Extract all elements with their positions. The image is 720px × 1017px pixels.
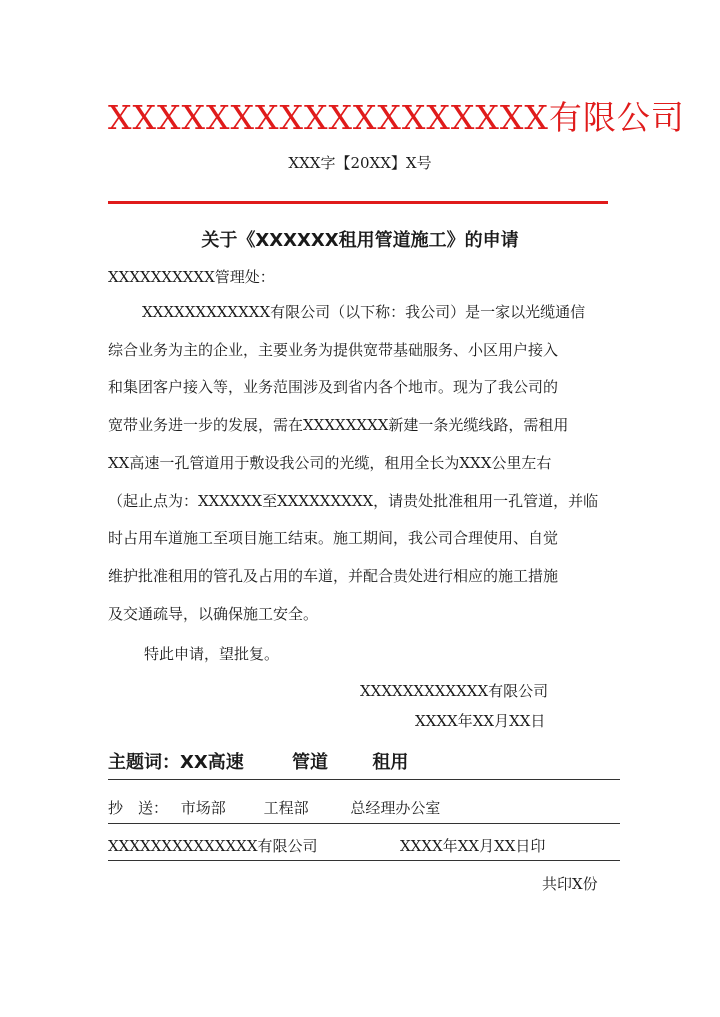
closing-line: 特此申请，望批复。	[144, 645, 280, 663]
cc-recipient: 工程部	[263, 799, 309, 817]
cc-row	[108, 797, 440, 818]
cc-recipient: 总经理办公室	[350, 799, 441, 817]
body-line: 和集团客户接入等，业务范围涉及到省内各个地市。现为了我公司的	[108, 378, 559, 397]
body-line: 宽带业务进一步的发展，需在XXXXXXXX新建一条光缆线路，需租用	[108, 416, 569, 435]
print-date: XXXX年XX月XX日印	[400, 837, 546, 855]
subject-keyword: 管道	[292, 752, 329, 773]
print-copies: 共印X份	[542, 875, 598, 893]
body-paragraph	[108, 294, 612, 633]
company-header-title: XXXXXXXXXXXXXXXXXX有限公司	[108, 98, 685, 137]
header-divider	[108, 201, 608, 204]
signature-date: XXXX年XX月XX日	[415, 712, 546, 730]
cc-recipient: 市场部	[180, 799, 226, 817]
footer-divider-top	[108, 779, 620, 780]
cc-label: 抄 送：	[108, 799, 169, 817]
body-line: 时占用车道施工至项目施工结束。施工期间，我公司合理使用、自觉	[108, 529, 559, 548]
body-line: 维护批准租用的管孔及占用的车道，并配合贵处进行相应的施工措施	[108, 566, 559, 585]
signature-company: XXXXXXXXXXXX有限公司	[360, 682, 549, 700]
issuer-company: XXXXXXXXXXXXXX有限公司	[108, 837, 318, 855]
document-title: 关于《XXXXXX租用管道施工》的申请	[201, 230, 519, 251]
body-line: （起止点为：XXXXXX至XXXXXXXXX，请贵处批准租用一孔管道，并临	[108, 491, 599, 510]
body-line: 及交通疏导，以确保施工安全。	[108, 604, 319, 623]
body-line: 综合业务为主的企业，主要业务为提供宽带基础服务、小区用户接入	[108, 340, 559, 359]
recipient-line: XXXXXXXXXX管理处：	[108, 268, 275, 286]
subject-label: 主题词：XX高速	[108, 752, 244, 773]
subject-keywords	[108, 748, 408, 774]
document-number: XXX字【20XX】X号	[288, 154, 432, 172]
footer-divider-bottom	[108, 860, 620, 861]
body-line: XX高速一孔管道用于敷设我公司的光缆，租用全长为XXX公里左右	[108, 453, 552, 472]
subject-keyword: 租用	[372, 752, 409, 773]
footer-divider-middle	[108, 823, 620, 824]
body-line: XXXXXXXXXXXX有限公司（以下称：我公司）是一家以光缆通信	[142, 303, 586, 321]
